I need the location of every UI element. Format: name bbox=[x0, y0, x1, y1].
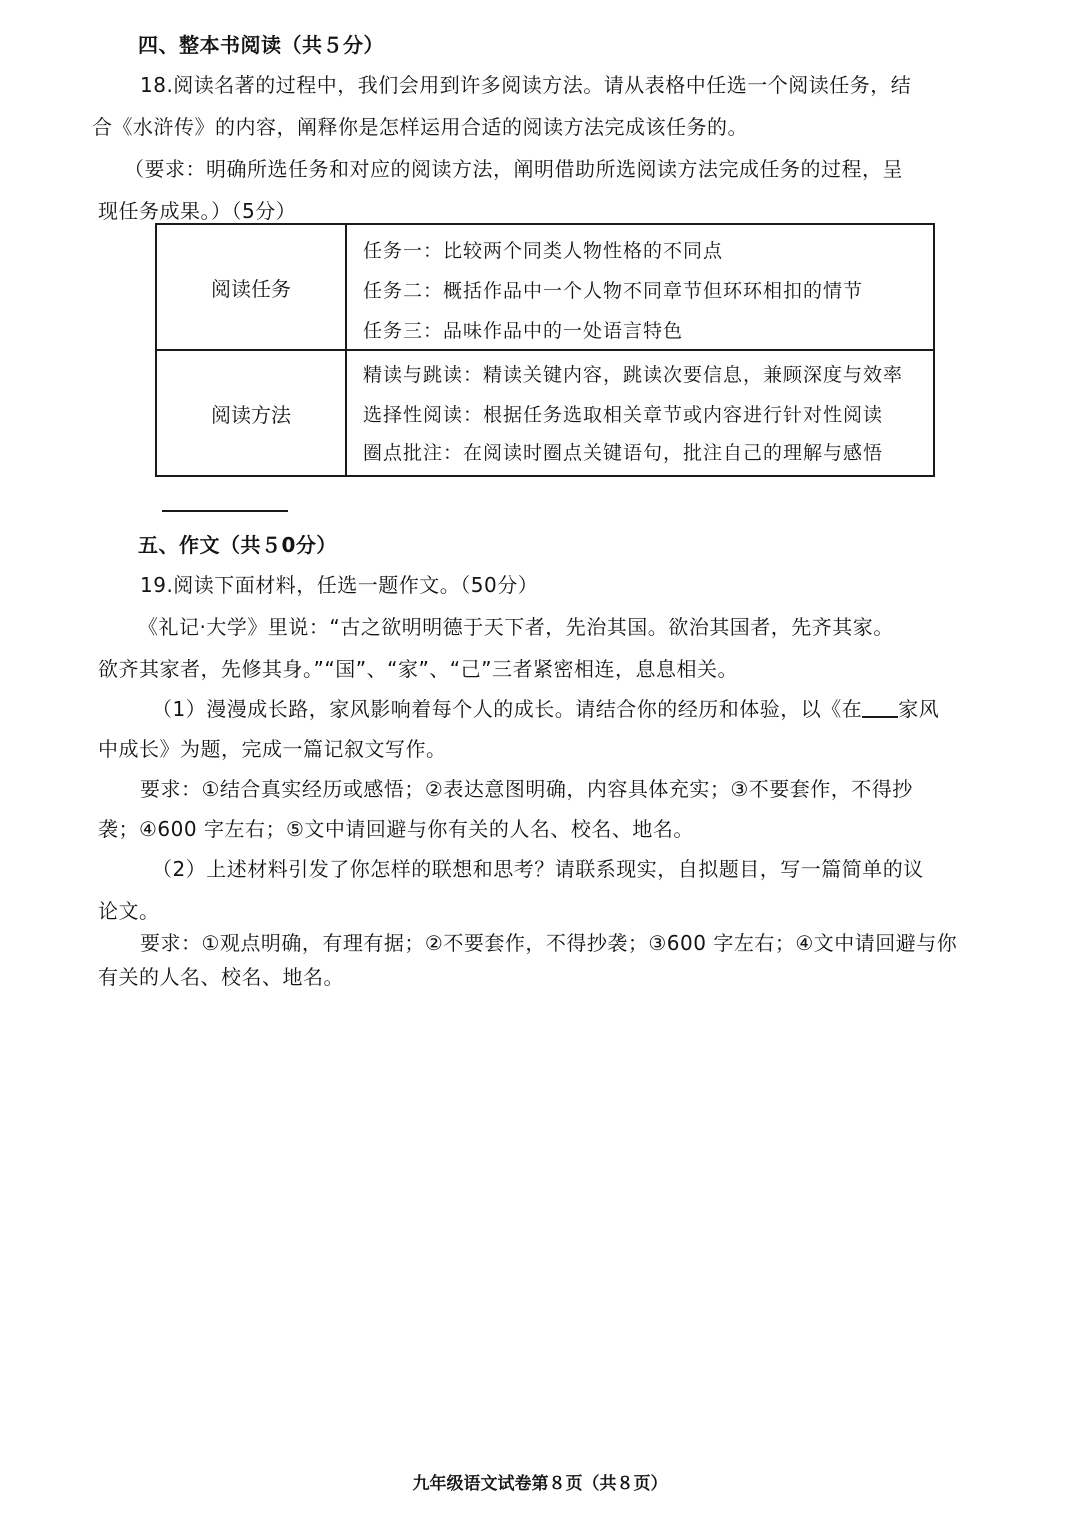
prompt-2-requirement-line-1: 要求：①观点明确，有理有据；②不要套作，不得抄袭；③600 字左右；④文中请回避与你 bbox=[140, 931, 958, 955]
prompt-1-requirement-line-2: 袭；④600 字左右；⑤文中请回避与你有关的人名、校名、地名。 bbox=[98, 817, 694, 841]
material-line-2: 欲齐其家者，先修其身。”“国”、“家”、“己”三者紧密相连，息息相关。 bbox=[98, 657, 739, 681]
question-18-line-2: 合《水浒传》的内容，阐释你是怎样运用合适的阅读方法完成该任务的。 bbox=[92, 115, 748, 139]
reading-task-table bbox=[155, 223, 935, 477]
tasks-label-cell bbox=[157, 225, 347, 349]
material-line-1: 《礼记·大学》里说：“古之欲明明德于天下者，先治其国。欲治其国者，先齐其家。 bbox=[138, 615, 894, 639]
table-row-methods bbox=[157, 351, 933, 475]
question-18-requirement-line-1: （要求：明确所选任务和对应的阅读方法，阐明借助所选阅读方法完成任务的过程，呈 bbox=[124, 157, 903, 181]
question-18-line-1: 18.阅读名著的过程中，我们会用到许多阅读方法。请从表格中任选一个阅读任务，结 bbox=[140, 73, 912, 97]
tasks-content-cell bbox=[349, 225, 933, 349]
section-5-heading: 五、作文（共５0分） bbox=[138, 533, 337, 557]
method-item-3: 圈点批注：在阅读时圈点关键语句，批注自己的理解与感悟 bbox=[363, 442, 884, 464]
section-4-heading: 四、整本书阅读（共５分） bbox=[138, 33, 384, 57]
page-footer: 九年级语文试卷第８页（共８页） bbox=[412, 1474, 668, 1494]
tasks-label: 阅读任务 bbox=[211, 276, 291, 301]
task-item-1: 任务一：比较两个同类人物性格的不同点 bbox=[363, 240, 724, 262]
prompt-1-line-2: 中成长》为题，完成一篇记叙文写作。 bbox=[98, 737, 447, 761]
prompt-1-line-1 bbox=[152, 694, 939, 724]
prompt-2-line-1: （2）上述材料引发了你怎样的联想和思考？请联系现实，自拟题目，写一篇简单的议 bbox=[152, 857, 924, 881]
prompt-1-line-1-tail: 家风 bbox=[898, 697, 940, 721]
prompt-1-line-1-text: （1）漫漫成长路，家风影响着每个人的成长。请结合你的经历和体验，以《在 bbox=[152, 697, 863, 721]
prompt-1-requirement-line-1: 要求：①结合真实经历或感悟；②表达意图明确，内容具体充实；③不要套作，不得抄 bbox=[140, 777, 913, 801]
method-item-1: 精读与跳读：精读关键内容，跳读次要信息，兼顾深度与效率 bbox=[363, 364, 904, 386]
title-blank bbox=[862, 696, 898, 718]
prompt-2-line-2: 论文。 bbox=[98, 899, 160, 923]
question-19: 19.阅读下面材料，任选一题作文。（50分） bbox=[140, 573, 539, 597]
task-item-2: 任务二：概括作品中一个人物不同章节但环环相扣的情节 bbox=[363, 280, 864, 302]
method-item-2: 选择性阅读：根据任务选取相关章节或内容进行针对性阅读 bbox=[363, 404, 884, 426]
task-item-3: 任务三：品味作品中的一处语言特色 bbox=[363, 320, 684, 342]
table-row-tasks bbox=[157, 225, 933, 351]
question-18-requirement-line-2: 现任务成果。）（5分） bbox=[98, 199, 297, 223]
methods-content-cell bbox=[349, 351, 933, 475]
divider-rule bbox=[162, 510, 288, 512]
prompt-2-requirement-line-2: 有关的人名、校名、地名。 bbox=[98, 965, 344, 989]
methods-label: 阅读方法 bbox=[211, 402, 291, 427]
methods-label-cell bbox=[157, 351, 347, 475]
